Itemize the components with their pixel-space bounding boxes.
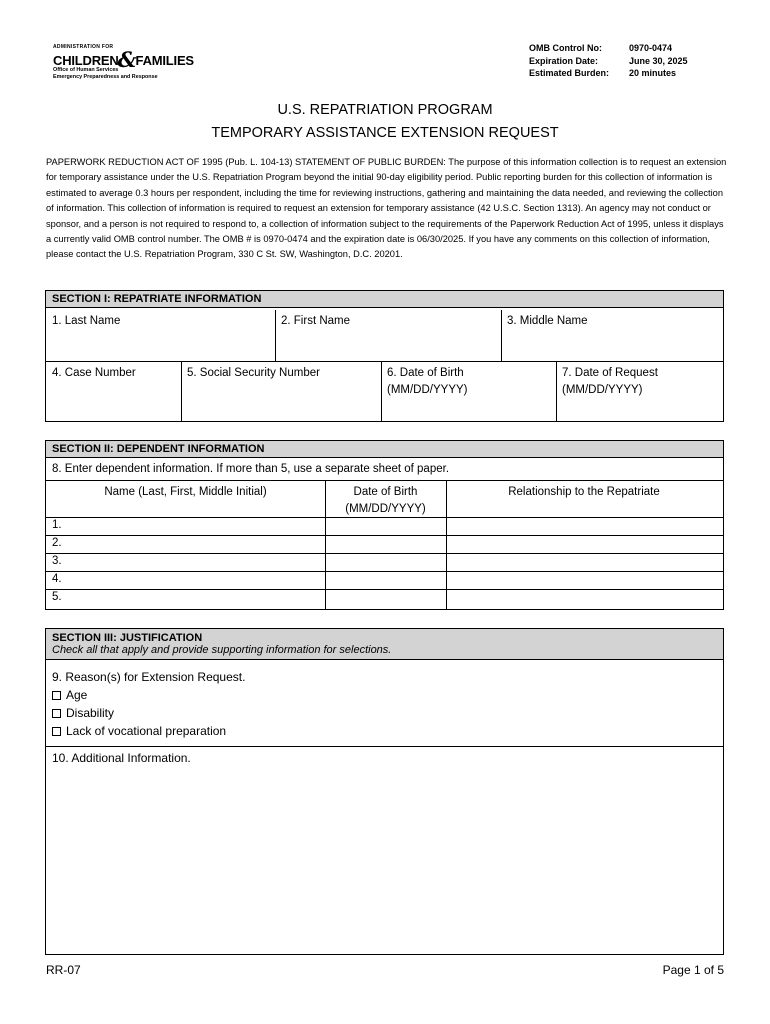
vocational-checkbox[interactable] [52, 727, 61, 736]
page-title: U.S. REPATRIATION PROGRAM [277, 102, 493, 118]
omb-burden-label: Estimated Burden: [529, 68, 610, 78]
last-name-field[interactable] [46, 310, 275, 361]
dependent-row-2[interactable] [46, 535, 325, 553]
last-name-label: 1. Last Name [52, 315, 121, 327]
section-1-repatriate-info [45, 290, 724, 422]
col-header-dob-format: (MM/DD/YYYY) [345, 503, 426, 515]
logo-word-families: FAMILIES [135, 53, 194, 68]
reason-age-option[interactable] [52, 686, 245, 704]
page-number: Page 1 of 5 [662, 963, 724, 977]
case-number-field[interactable] [46, 362, 181, 421]
logo-ampersand: & [117, 47, 137, 72]
acf-logo [53, 44, 193, 88]
first-name-field[interactable] [275, 310, 501, 361]
section-3-heading: SECTION III: JUSTIFICATION [52, 632, 203, 644]
logo-program-line: Emergency Preparedness and Response [53, 74, 158, 80]
page-subtitle: TEMPORARY ASSISTANCE EXTENSION REQUEST [211, 125, 559, 141]
date-of-birth-label: 6. Date of Birth [387, 367, 464, 379]
reasons-label: 9. Reason(s) for Extension Request. [52, 670, 246, 684]
dependent-row-1-number: 1. [52, 519, 62, 531]
case-number-label: 4. Case Number [52, 367, 136, 379]
reason-vocational-option[interactable] [52, 722, 245, 740]
dependent-row-5[interactable] [46, 589, 325, 607]
date-of-birth-format: (MM/DD/YYYY) [387, 384, 468, 396]
date-of-request-field[interactable] [556, 362, 722, 421]
dependent-row-4[interactable] [46, 571, 325, 589]
date-of-request-format: (MM/DD/YYYY) [562, 384, 643, 396]
col-header-relationship: Relationship to the Repatriate [508, 486, 660, 498]
section-2-dependent-info [45, 440, 724, 610]
dependent-row-4-number: 4. [52, 573, 62, 585]
col-header-dob-label: Date of Birth [353, 486, 418, 498]
disability-checkbox[interactable] [52, 709, 61, 718]
dependent-row-2-number: 2. [52, 537, 62, 549]
section-1-heading: SECTION I: REPATRIATE INFORMATION [46, 291, 723, 308]
age-checkbox[interactable] [52, 691, 61, 700]
form-id: RR-07 [46, 963, 81, 977]
first-name-label: 2. First Name [281, 315, 351, 327]
ssn-label: 5. Social Security Number [187, 367, 320, 379]
section-3-heading-block [46, 629, 723, 660]
omb-control-row [529, 42, 688, 55]
disability-label: Disability [66, 706, 115, 720]
age-label: Age [66, 688, 88, 702]
date-of-request-label: 7. Date of Request [562, 367, 658, 379]
omb-expiration-row [529, 55, 688, 68]
middle-name-field[interactable] [501, 310, 722, 361]
dependent-instruction: 8. Enter dependent information. If more than 5, use a separate sheet of paper. [52, 463, 450, 475]
omb-expiration-label: Expiration Date: [529, 55, 599, 66]
dependent-row-1[interactable] [46, 517, 325, 535]
logo-top-line: ADMINISTRATION FOR [53, 44, 114, 50]
omb-burden-value: 20 minutes [629, 68, 677, 78]
dependent-row-3[interactable] [46, 553, 325, 571]
dependent-row-3-number: 3. [52, 555, 62, 567]
omb-control-value: 0970-0474 [629, 43, 673, 53]
omb-expiration-value: June 30, 2025 [629, 55, 688, 66]
omb-info [529, 42, 688, 80]
additional-info-label: 10. Additional Information. [52, 751, 191, 765]
col-header-dob [325, 481, 446, 517]
logo-word-children: CHILDREN [53, 53, 119, 68]
omb-control-label: OMB Control No: [529, 43, 602, 53]
date-of-birth-field[interactable] [381, 362, 556, 421]
section-3-justification [45, 628, 724, 955]
vocational-label: Lack of vocational preparation [66, 724, 227, 738]
middle-name-label: 3. Middle Name [507, 315, 588, 327]
paperwork-notice: PAPERWORK REDUCTION ACT OF 1995 (Pub. L. 104-13) STATEMENT OF PUBLIC BURDEN: The purpose of this information collection is to request an extension for temporary assistance under the U.S. Repatriation Program beyond the initial 90-day eligibility period. Public reporting burden for this collection of information is estimated to average 0.3 hours per respondent, including the time for reviewing instructions, gathering and maintaining the data needed, and reviewing the collection of information. This collection of information is required to request an extension for temporary assistance (42 U.S.C. Section 1313). An agency may not conduct or sponsor, and a person is not required to respond to, a collection of information subject to the requirements of the Paperwork Reduction Act of 1995, unless it displays a currently valid OMB control number. The OMB # is 0970-0474 and the expiration date is 06/30/2025. If you have any comments on this collection of information, please contact the U.S. Repatriation Program, 330 C St. SW, Washington, D.C. 20201. [46, 157, 727, 260]
logo-office-line: Office of Human Services [53, 67, 119, 73]
omb-burden-row [529, 67, 688, 80]
reasons-block [52, 669, 245, 740]
col-header-name: Name (Last, First, Middle Initial) [104, 486, 267, 498]
additional-info-field[interactable] [46, 747, 722, 953]
section-2-heading: SECTION II: DEPENDENT INFORMATION [46, 441, 723, 458]
dependent-row-5-number: 5. [52, 591, 62, 603]
ssn-field[interactable] [181, 362, 381, 421]
reason-disability-option[interactable] [52, 704, 245, 722]
section-3-subheading: Check all that apply and provide supporting information for selections. [52, 644, 392, 656]
